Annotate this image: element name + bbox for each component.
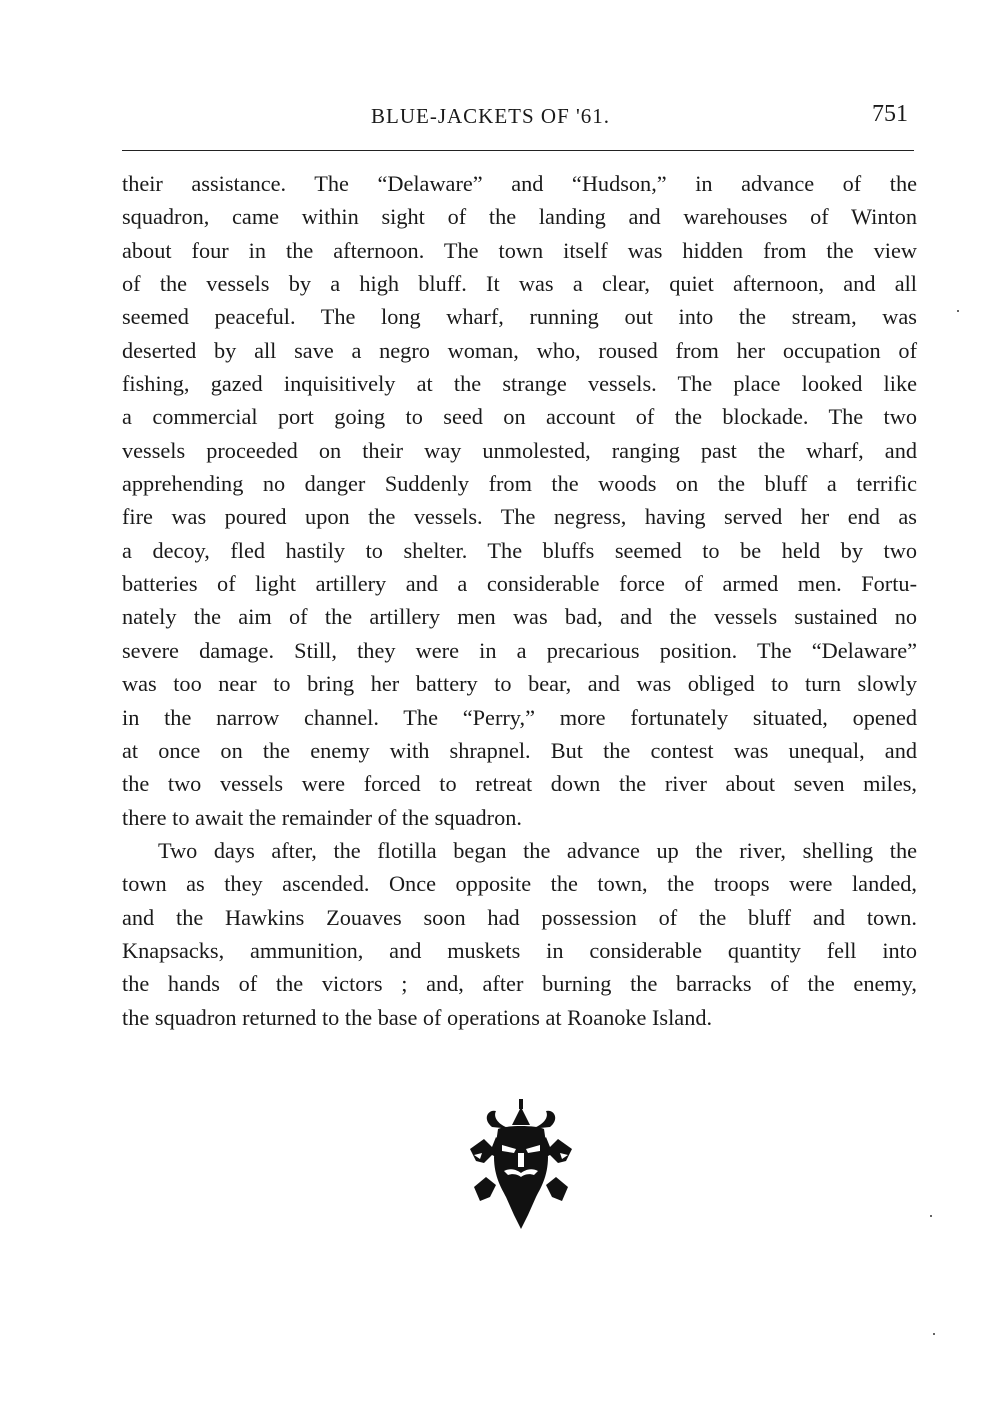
text-line: their assistance. The “Delaware” and “Hudson,” in advance of the [122, 171, 917, 196]
text-line: the hands of the victors ; and, after burning the barracks of the enemy, [122, 971, 917, 997]
text-line: nately the aim of the artillery men was bad, and the vessels sustained no [122, 604, 917, 630]
text-line: squadron, came within sight of the landing and warehouses of Winton [122, 204, 917, 230]
text-line: fire was poured upon the vessels. The negress, having served her end as [122, 504, 917, 530]
horned-mask-ornament-icon [462, 1097, 580, 1231]
page-number: 751 [872, 101, 908, 127]
text-line: was too near to bring her battery to bear, and was obliged to turn slowly [122, 671, 917, 697]
running-head-title: BLUE-JACKETS OF '61. [371, 104, 611, 128]
text-line: vessels proceeded on their way unmolested, ranging past the wharf, and [122, 437, 917, 463]
text-line: at once on the enemy with shrapnel. But the contest was unequal, and [122, 737, 917, 763]
text-line: about four in the afternoon. The town itself was hidden from the view [122, 237, 917, 263]
text-line: Two days after, the flotilla began the advance up the river, shelling the [158, 837, 917, 863]
text-line: of the vessels by a high bluff. It was a clear, quiet afternoon, and all [122, 271, 917, 297]
text-line: a decoy, fled hastily to shelter. The bluffs seemed to be held by two [122, 537, 917, 563]
text-line: apprehending no danger Suddenly from the woods on the bluff a terrific [122, 471, 917, 497]
text-line: Knapsacks, ammunition, and muskets in considerable quantity fell into [122, 937, 917, 963]
text-line: and the Hawkins Zouaves soon had possession of the bluff and town. [122, 904, 917, 930]
text-line: deserted by all save a negro woman, who, roused from her occupation of [122, 337, 917, 363]
text-line: town as they ascended. Once opposite the town, the troops were landed, [122, 871, 917, 897]
text-line: a commercial port going to seed on account of the blockade. The two [122, 404, 917, 430]
text-line: seemed peaceful. The long wharf, running out into the stream, was [122, 304, 917, 330]
scan-speck [957, 310, 959, 312]
text-line: batteries of light artillery and a considerable force of armed men. Fortu- [122, 571, 917, 597]
scan-speck [933, 1333, 935, 1335]
header-rule [122, 150, 914, 151]
text-line: severe damage. Still, they were in a precarious position. The “Delaware” [122, 637, 917, 663]
text-line: there to await the remainder of the squadron. [122, 804, 522, 830]
text-line: the two vessels were forced to retreat down the river about seven miles, [122, 771, 917, 797]
body-text [122, 167, 917, 1034]
scan-speck [930, 1215, 932, 1217]
text-line: in the narrow channel. The “Perry,” more fortunately situated, opened [122, 704, 917, 730]
running-head [0, 101, 1000, 134]
text-line: the squadron returned to the base of operations at Roanoke Island. [122, 1004, 713, 1030]
text-line: fishing, gazed inquisitively at the strange vessels. The place looked like [122, 371, 917, 397]
